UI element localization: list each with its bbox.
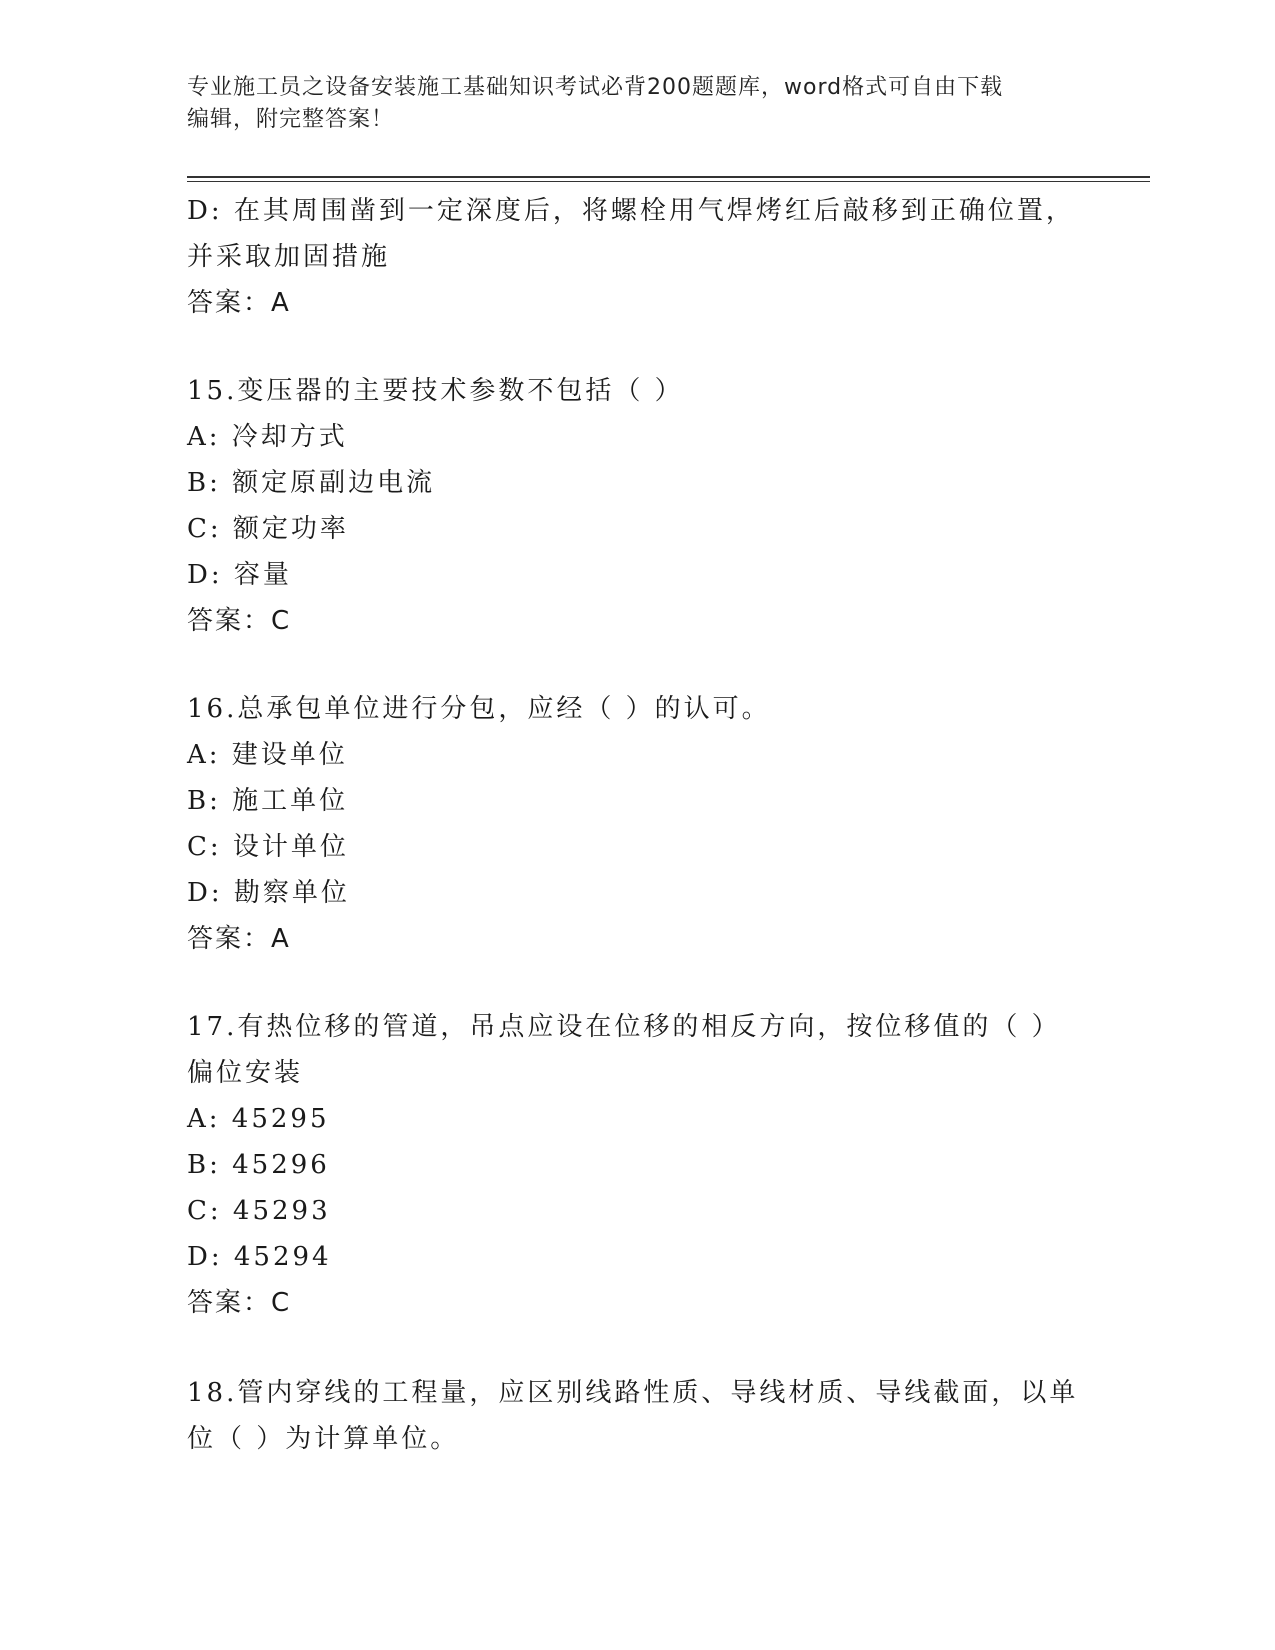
question-17 (187, 1004, 1087, 1326)
spacer (187, 644, 1087, 686)
option-d: D: 容量 (187, 560, 292, 590)
question-stem: 16.总承包单位进行分包，应经（ ）的认可。 (187, 694, 771, 724)
option-d-line-2: 并采取加固措施 (187, 242, 391, 272)
document-header (187, 72, 1067, 136)
spacer (187, 1326, 1087, 1370)
question-stem-line-1: 17.有热位移的管道，吊点应设在位移的相反方向，按位移值的（ ） (187, 1012, 1061, 1042)
question-15 (187, 368, 1087, 644)
question-16 (187, 686, 1087, 962)
spacer (187, 326, 1087, 368)
answer-line: 答案：C (187, 606, 292, 636)
answer-line: 答案：A (187, 924, 291, 954)
option-b: B: 额定原副边电流 (187, 468, 436, 498)
question-stem-line-2: 位（ ）为计算单位。 (187, 1424, 460, 1454)
option-b: B: 施工单位 (187, 786, 349, 816)
option-a: A: 冷却方式 (187, 422, 348, 452)
option-d: D: 45294 (187, 1242, 332, 1272)
question-14-tail (187, 188, 1087, 326)
option-a: A: 45295 (187, 1104, 330, 1134)
spacer (187, 962, 1087, 1004)
answer-line: 答案：C (187, 1288, 292, 1318)
option-d: D: 勘察单位 (187, 878, 350, 908)
option-a: A: 建设单位 (187, 740, 348, 770)
header-title-line-1: 专业施工员之设备安装施工基础知识考试必背200题题库，word格式可自由下载 (187, 75, 1004, 100)
option-c: C: 额定功率 (187, 514, 349, 544)
question-stem: 15.变压器的主要技术参数不包括（ ） (187, 376, 684, 406)
header-title-line-2: 编辑，附完整答案！ (187, 107, 395, 132)
question-stem-line-2: 偏位安装 (187, 1058, 304, 1088)
option-d-line-1: D: 在其周围凿到一定深度后，将螺栓用气焊烤红后敲移到正确位置， (187, 196, 1075, 226)
option-c: C: 设计单位 (187, 832, 349, 862)
question-stem-line-1: 18.管内穿线的工程量，应区别线路性质、导线材质、导线截面，以单 (187, 1378, 1079, 1408)
option-c: C: 45293 (187, 1196, 331, 1226)
answer-line: 答案：A (187, 288, 291, 318)
question-content (187, 188, 1087, 1462)
header-rule-thick (187, 176, 1150, 178)
header-rule-thin (187, 181, 1150, 182)
option-b: B: 45296 (187, 1150, 330, 1180)
question-18 (187, 1370, 1087, 1462)
